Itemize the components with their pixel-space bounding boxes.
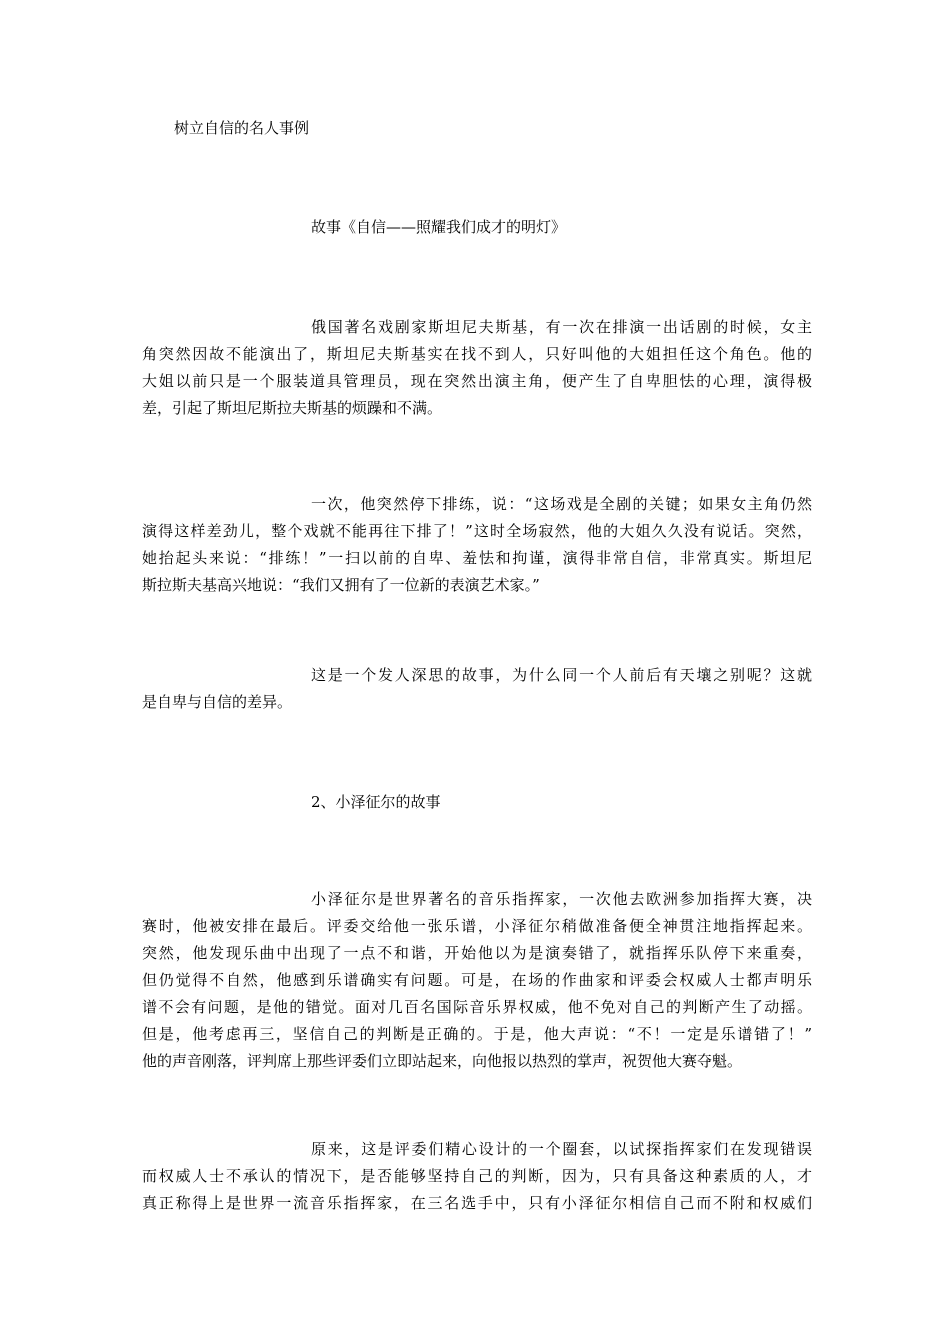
paragraph-line: 小泽征尔是世界著名的音乐指挥家，一次他去欧洲参加指挥大赛，决 bbox=[311, 890, 812, 908]
story2-paragraph-1 bbox=[142, 886, 812, 1075]
paragraph-line: 差，引起了斯坦尼斯拉夫斯基的烦躁和不满。 bbox=[142, 399, 443, 417]
paragraph-line: 而权威人士不承认的情况下，是否能够坚持自己的判断，因为，只有具备这种素质的人，才 bbox=[142, 1167, 812, 1185]
paragraph-line: 她抬起头来说：“排练！”一扫以前的自卑、羞怯和拘谨，演得非常自信，非常真实。斯坦尼 bbox=[142, 549, 812, 567]
story1-heading: 故事《自信——照耀我们成才的明灯》 bbox=[311, 218, 567, 236]
paragraph-line: 这是一个发人深思的故事，为什么同一个人前后有天壤之别呢？这就 bbox=[311, 666, 812, 684]
story1-paragraph-1 bbox=[142, 314, 812, 422]
document-title: 树立自信的名人事例 bbox=[174, 119, 310, 137]
paragraph-line: 斯拉斯夫基高兴地说：“我们又拥有了一位新的表演艺术家。” bbox=[142, 576, 540, 594]
paragraph-line: 赛时，他被安排在最后。评委交给他一张乐谱，小泽征尔稍做准备便全神贯注地指挥起来。 bbox=[142, 917, 812, 935]
paragraph-line: 他的声音刚落，评判席上那些评委们立即站起来，向他报以热烈的掌声，祝贺他大赛夺魁。 bbox=[142, 1052, 743, 1070]
story2-paragraph-2 bbox=[142, 1136, 812, 1217]
paragraph-line: 突然，他发现乐曲中出现了一点不和谐，开始他以为是演奏错了，就指挥乐队停下来重奏， bbox=[142, 944, 812, 962]
paragraph-line: 但是，他考虑再三，坚信自己的判断是正确的。于是，他大声说：“不！一定是乐谱错了！” bbox=[142, 1025, 812, 1043]
story1-paragraph-2 bbox=[142, 491, 812, 599]
paragraph-line: 一次，他突然停下排练，说：“这场戏是全剧的关键；如果女主角仍然 bbox=[311, 495, 812, 513]
paragraph-line: 大姐以前只是一个服装道具管理员，现在突然出演主角，便产生了自卑胆怯的心理，演得极 bbox=[142, 372, 812, 390]
story1-paragraph-3 bbox=[142, 662, 812, 716]
paragraph-line: 谱不会有问题，是他的错觉。面对几百名国际音乐界权威，他不免对自己的判断产生了动摇。 bbox=[142, 998, 812, 1016]
paragraph-line: 演得这样差劲儿，整个戏就不能再往下排了！”这时全场寂然，他的大姐久久没有说话。突然， bbox=[142, 522, 812, 540]
paragraph-line: 是自卑与自信的差异。 bbox=[142, 693, 293, 711]
paragraph-line: 角突然因故不能演出了，斯坦尼夫斯基实在找不到人，只好叫他的大姐担任这个角色。他的 bbox=[142, 345, 812, 363]
paragraph-line: 但仍觉得不自然，他感到乐谱确实有问题。可是，在场的作曲家和评委会权威人士都声明乐 bbox=[142, 971, 812, 989]
paragraph-line: 真正称得上是世界一流音乐指挥家，在三名选手中，只有小泽征尔相信自己而不附和权威们 bbox=[142, 1194, 812, 1212]
paragraph-line: 原来，这是评委们精心设计的一个圈套，以试探指挥家们在发现错误 bbox=[311, 1140, 812, 1158]
story2-heading: 2、小泽征尔的故事 bbox=[311, 793, 441, 811]
paragraph-line: 俄国著名戏剧家斯坦尼夫斯基，有一次在排演一出话剧的时候，女主 bbox=[311, 318, 812, 336]
